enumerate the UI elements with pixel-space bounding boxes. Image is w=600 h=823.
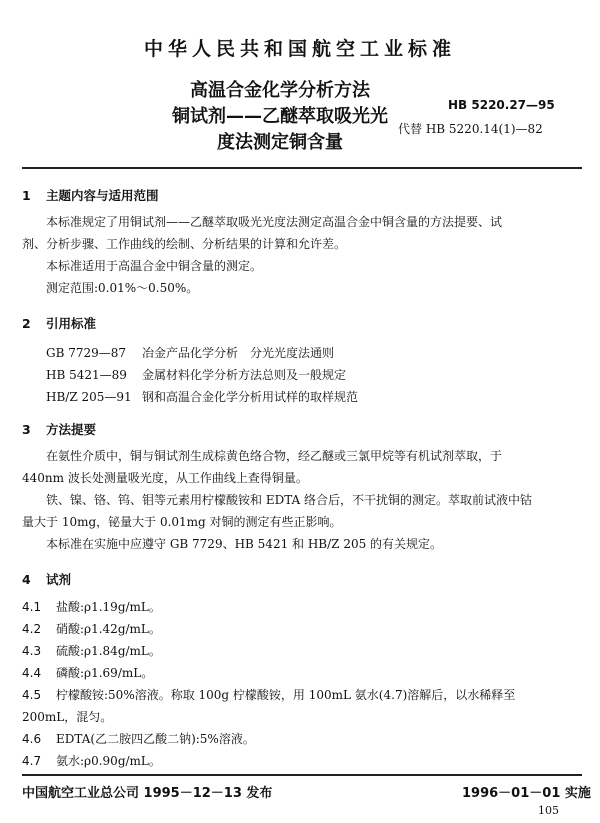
- issuer-line: 中国航空工业总公司 1995－12－13 发布: [22, 786, 273, 801]
- paragraph: 测定范围:0.01%～0.50%。: [46, 281, 199, 295]
- reference-item: GB 7729—87 冶金产品化学分析 分光光度法通则: [46, 346, 335, 360]
- paragraph-continuation: 440nm 波长处测量吸光度，从工作曲线上查得铜量。: [22, 471, 308, 485]
- section-1-heading: [22, 186, 159, 204]
- title-line-1: 高温合金化学分析方法: [190, 80, 370, 101]
- page-number: 105: [538, 804, 559, 817]
- section-2-heading: [22, 314, 96, 332]
- section-title: 引用标准: [46, 316, 97, 331]
- reagent-item-continuation: 200mL，混匀。: [22, 710, 113, 724]
- standard-header: 中华人民共和国航空工业标准: [143, 38, 456, 60]
- section-number: 2: [22, 316, 31, 331]
- reagent-item: 4.7 氨水:ρ0.90g/mL。: [22, 754, 161, 768]
- section-number: 1: [22, 188, 31, 203]
- reagent-item: 4.1 盐酸:ρ1.19g/mL。: [22, 600, 161, 614]
- paragraph: 在氨性介质中，铜与铜试剂生成棕黄色络合物，经乙醚或三氯甲烷等有机试剂萃取，于: [46, 449, 503, 463]
- reference-item: HB/Z 205—91 钢和高温合金化学分析用试样的取样规范: [46, 390, 359, 404]
- section-4-heading: [22, 570, 71, 588]
- reagent-item: 4.4 磷酸:ρ1.69/mL。: [22, 666, 154, 680]
- section-title: 方法提要: [46, 422, 97, 437]
- paragraph: 本标准在实施中应遵守 GB 7729、HB 5421 和 HB/Z 205 的有关规定。: [46, 537, 443, 551]
- paragraph-continuation: 量大于 10mg，铋量大于 0.01mg 对铜的测定有些正影响。: [22, 515, 342, 529]
- paragraph: 本标准适用于高温合金中铜含量的测定。: [46, 259, 263, 273]
- effective-date: 1996－01－01 实施: [462, 786, 591, 801]
- section-number: 4: [22, 572, 31, 587]
- reagent-item: 4.2 硝酸:ρ1.42g/mL。: [22, 622, 161, 636]
- reagent-item: 4.5 柠檬酸铵:50%溶液。称取 100g 柠檬酸铵，用 100mL 氨水(4.7)溶解后，以水稀释至: [22, 688, 516, 702]
- section-3-heading: [22, 420, 96, 438]
- reagent-item: 4.3 硫酸:ρ1.84g/mL。: [22, 644, 161, 658]
- title-line-2: 铜试剂——乙醚萃取吸光光: [172, 106, 388, 127]
- standard-code: HB 5220.27—95: [448, 98, 555, 112]
- section-title: 试剂: [46, 572, 72, 587]
- reference-item: HB 5421—89 金属材料化学分析方法总则及一般规定: [46, 368, 347, 382]
- section-number: 3: [22, 422, 31, 437]
- section-title: 主题内容与适用范围: [46, 188, 159, 203]
- title-line-3: 度法测定铜含量: [217, 132, 343, 153]
- reagent-item: 4.6 EDTA(乙二胺四乙酸二钠):5%溶液。: [22, 732, 255, 746]
- paragraph-continuation: 剂、分析步骤、工作曲线的绘制、分析结果的计算和允许差。: [22, 237, 347, 251]
- paragraph: 铁、镍、铬、钨、钼等元素用柠檬酸铵和 EDTA 络合后，不干扰铜的测定。萃取前试液中钴: [46, 493, 533, 507]
- replaces-code: 代替 HB 5220.14(1)—82: [398, 122, 543, 136]
- header-rule: [22, 167, 582, 169]
- footer-rule: [22, 774, 582, 776]
- paragraph: 本标准规定了用铜试剂——乙醚萃取吸光光度法测定高温合金中铜含量的方法提要、试: [46, 215, 503, 229]
